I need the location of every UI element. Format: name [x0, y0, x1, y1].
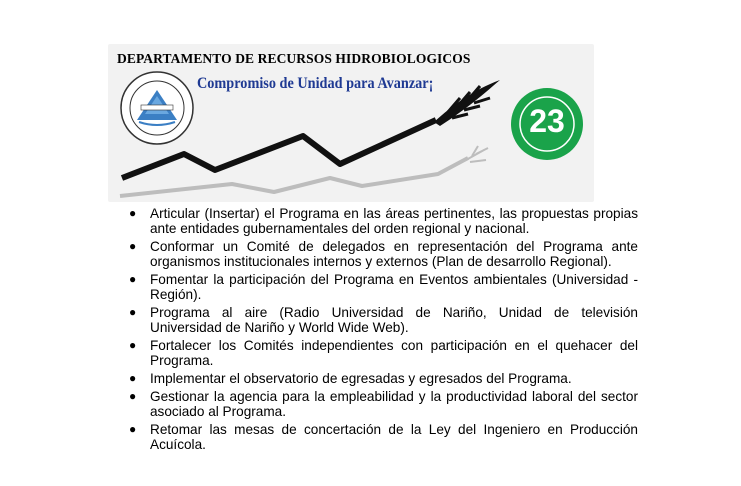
bullet-icon: ● [129, 206, 137, 220]
list-item: ● Gestionar la agencia para la empleabilidad y la productividad laboral del sector asociado al Programa. [129, 388, 638, 419]
bullet-icon: ● [129, 388, 137, 403]
list-item: ● Fortalecer los Comités independientes con participación en el quehacer del Programa. [129, 338, 638, 369]
objectives-list [126, 206, 638, 455]
seal-number: 23 [529, 103, 565, 139]
bullet-icon: ● [129, 272, 137, 286]
bullet-icon: ● [129, 338, 137, 352]
bullet-icon: ● [129, 305, 137, 319]
list-item: ● Articular (Insertar) el Programa en las áreas pertinentes, las propuestas propias ante entidades gubernamentales del orden regional y nacional. [129, 206, 638, 237]
list-item: ● Implementar el observatorio de egresadas y egresados del Programa. [129, 371, 572, 386]
bullet-icon: ● [129, 371, 137, 385]
growth-arrows-graphic [108, 70, 508, 200]
department-title: DEPARTAMENTO DE RECURSOS HIDROBIOLOGICOS [117, 51, 471, 66]
list-item: ● Programa al aire (Radio Universidad de Nariño, Unidad de televisión Universidad de Nariño y World Wide Web). [129, 305, 638, 336]
slogan: Compromiso de Unidad para Avanzar¡ [197, 75, 434, 92]
list-item: ● Retomar las mesas de concertación de la Ley del Ingeniero en Producción Acuícola. [129, 421, 638, 452]
list-item: ● Fomentar la participación del Programa en Eventos ambientales (Universidad - Región). [129, 272, 638, 303]
bullet-icon: ● [129, 421, 137, 436]
list-item: ● Conformar un Comité de delegados en representación del Programa ante organismos institucionales internos y externos (Plan de desarrollo Regional). [129, 239, 638, 270]
bullet-icon: ● [129, 239, 137, 253]
